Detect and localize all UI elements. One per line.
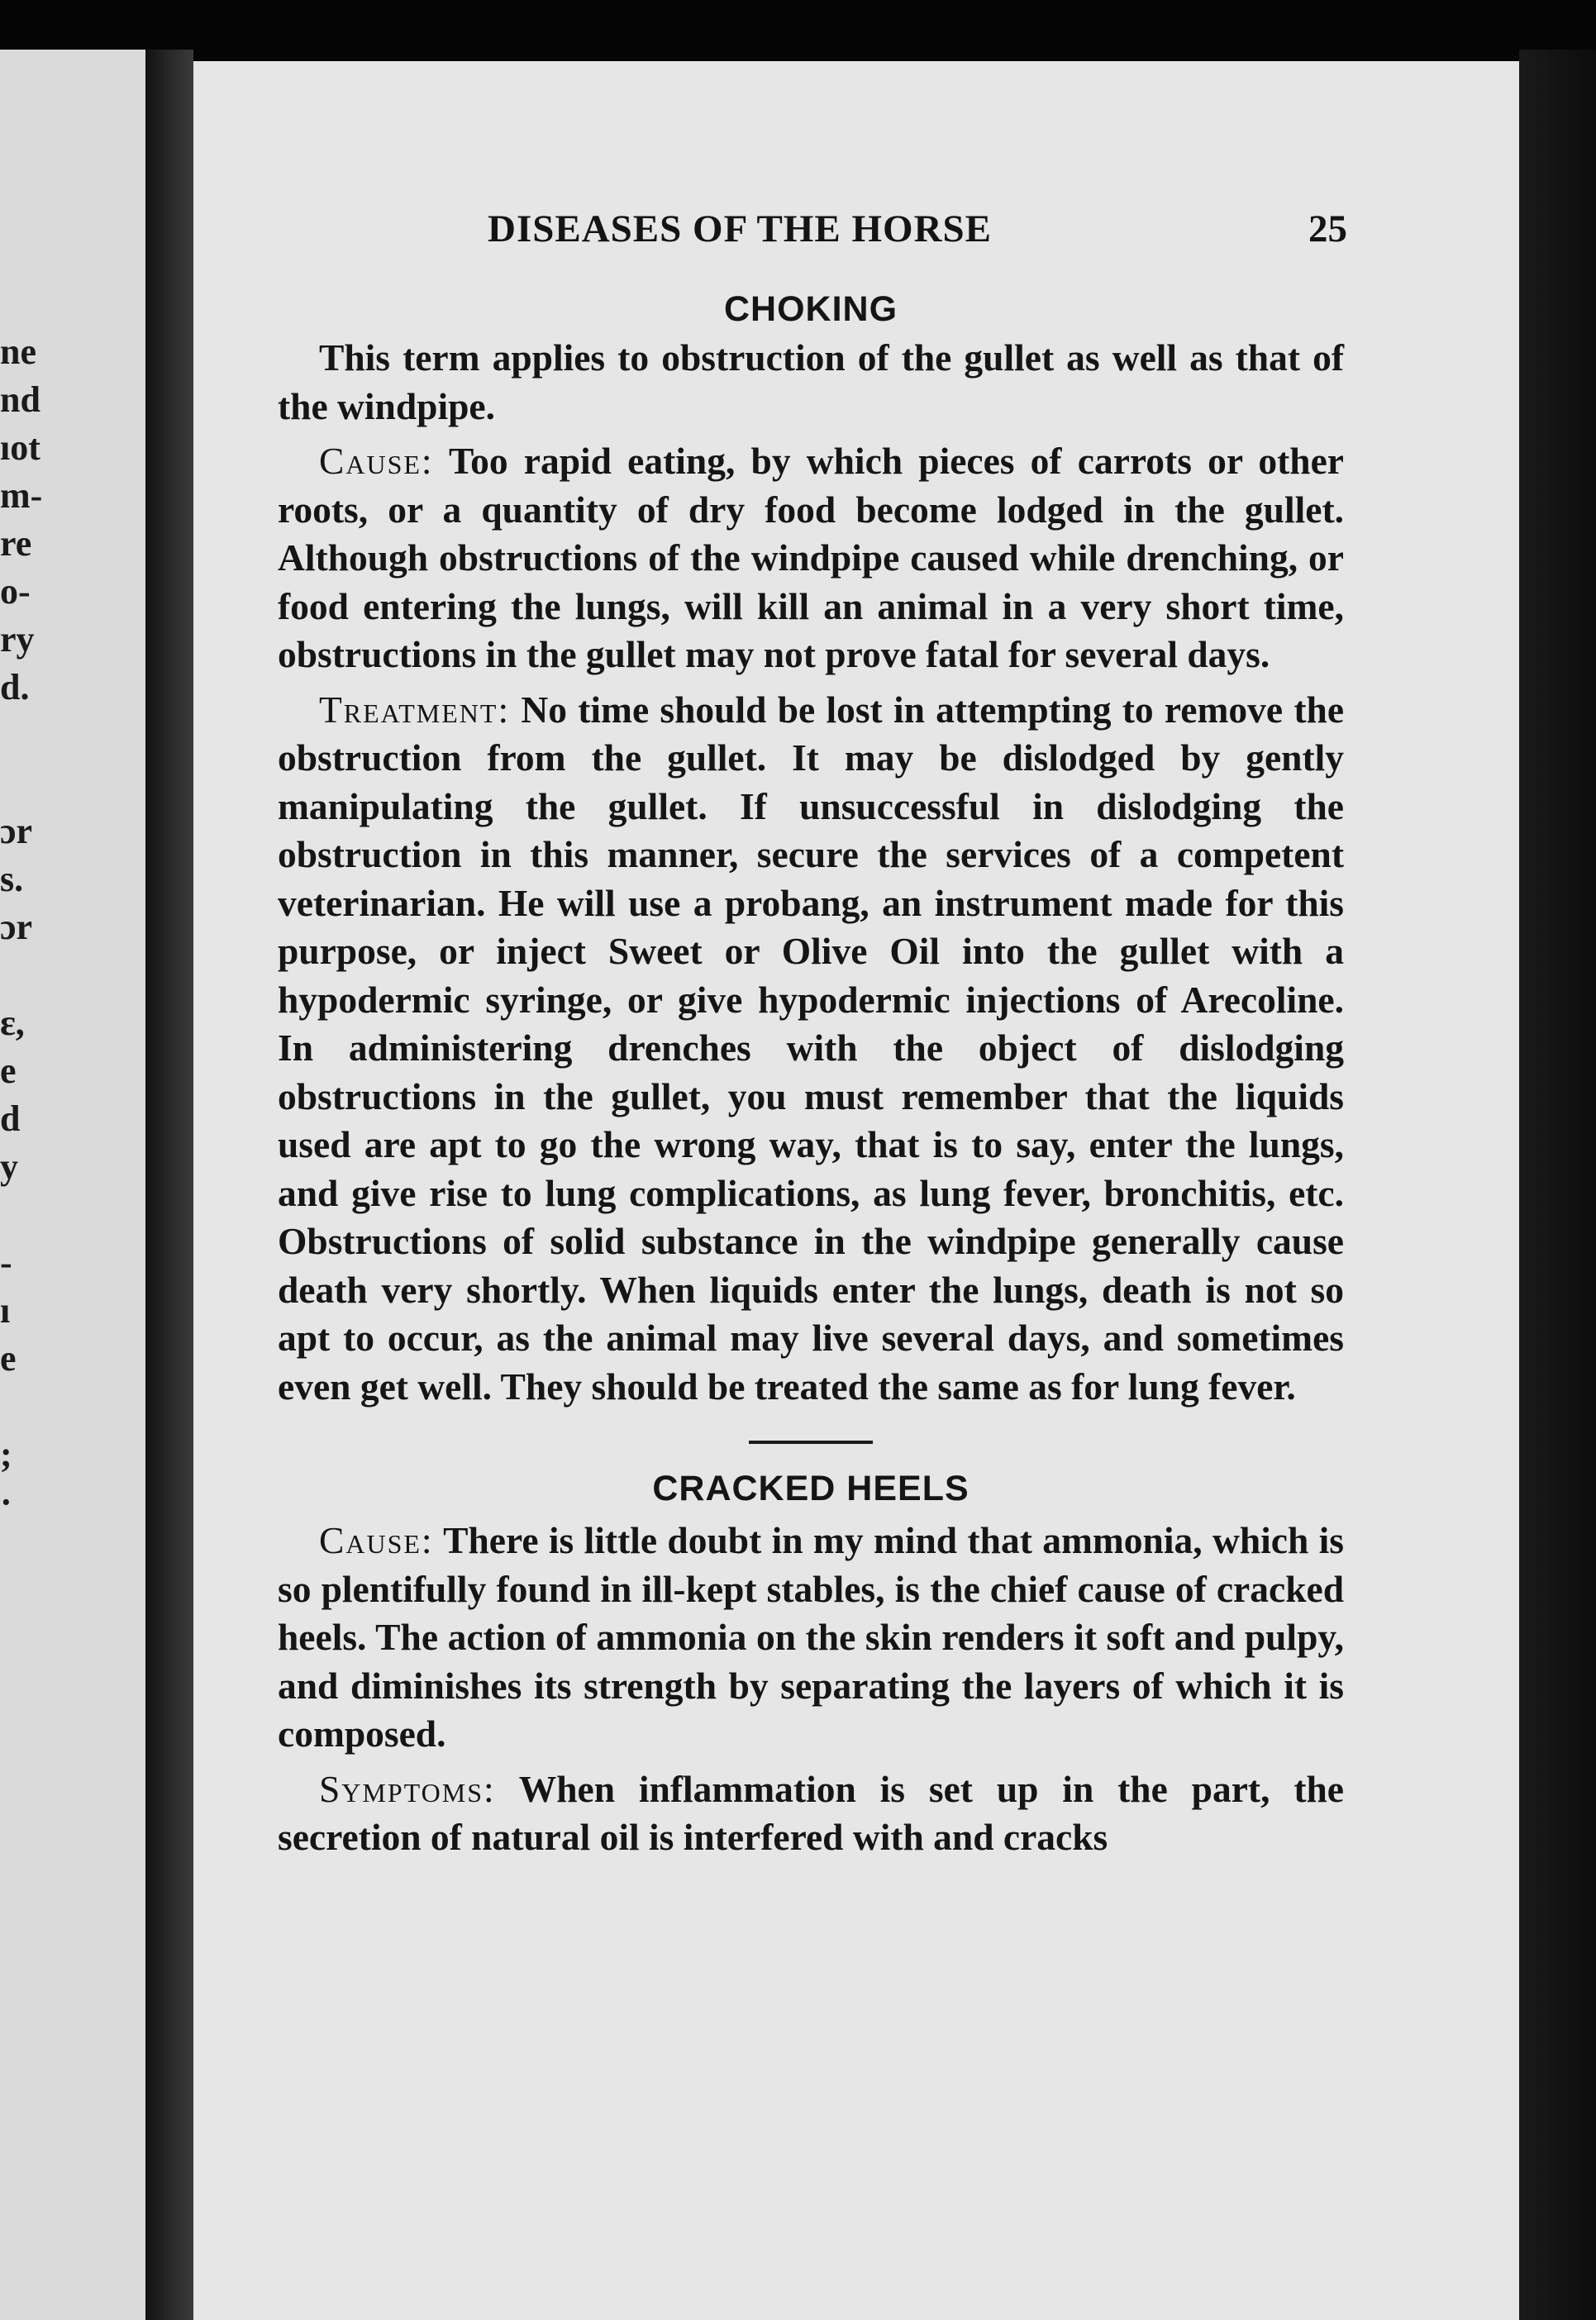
paragraph-text: When inflammation is set up in the part, the secretion of natural oil is interfered with and cracks [278,1767,1344,1858]
fragment: o- [0,571,31,612]
fragment: d [0,1098,21,1139]
paragraph-text: This term applies to obstruction of the gullet as well as that of the windpipe. [278,336,1344,427]
fragment: ɔr [0,907,33,947]
fragment: · [0,1482,12,1522]
section-choking [278,288,1344,1411]
page-number: 25 [1308,207,1347,250]
section-cracked-heels [278,1467,1344,1862]
paragraph-treatment [278,686,1344,1412]
fragment: re [0,523,32,564]
adjacent-page-edge [0,50,145,2320]
fragment: ɛ, [0,1003,25,1043]
fragment: d. [0,667,30,707]
page-header [281,207,1347,264]
paragraph-label: Treatment: [319,688,511,731]
fragment: - [0,1242,12,1283]
book-binding-gutter [145,50,193,2320]
fragment: m- [0,475,43,516]
fragment: e [0,1050,17,1091]
fragment: ry [0,619,35,660]
fragment: ne [0,331,36,372]
paragraph-label: Symptoms: [319,1767,496,1810]
page-body [278,288,1344,1862]
fragment: ɔr [0,811,33,851]
running-head: DISEASES OF THE HORSE [488,207,993,250]
paragraph-text: Too rapid eating, by which pieces of carrots or other roots, or a quantity of dry food become lodged in the gullet. Although obstructions of the windpipe caused while drenching, or food entering the lungs, will kill an animal in a very short time, obstructions in the gullet may not prove fatal for several days. [278,440,1344,675]
fragment: ıot [0,427,40,468]
scan-background-right [1519,50,1596,2320]
section-heading: CHOKING [723,289,898,329]
fragment: nd [0,379,40,420]
paragraph-text: There is little doubt in my mind that ammonia, which is so plentifully found in ill-kept stables, is the chief cause of cracked heels. The action of ammonia on the skin renders it soft and pulpy, and diminishes its strength by separating the layers of which it is composed. [278,1519,1344,1755]
section-divider [749,1441,873,1444]
fragment: ; [0,1434,12,1474]
fragment: e [0,1338,17,1379]
section-heading: CRACKED HEELS [652,1469,970,1508]
paragraph [278,334,1344,431]
fragment: ı [0,1290,11,1331]
scan-background-top [0,0,1596,61]
paragraph-label: Cause: [319,1519,434,1561]
paragraph-text: No time should be lost in attempting to remove the obstruction from the gullet. It may be dislodged by gently manipulating the gullet. If unsuccessful in dislodging the obstruction in this manner, secure the services of a competent veterinarian. He will use a probang, an instrument made for this purpose, or inject Sweet or Olive Oil into the gullet with a hypodermic syringe, or give hypodermic injections of Arecoline. In administering drenches with the object of dislodging obstructions in the gullet, you must remember that the liquids used are apt to go the wrong way, that is to say, enter the lungs, and give rise to lung complications, as lung fever, bronchitis, etc. Obstructions of solid substance in the windpipe generally cause death very shortly. When liquids enter the lungs, death is not so apt to occur, as the animal may live several days, and sometimes even get well. They should be treated the same as for lung fever. [278,688,1345,1408]
paragraph-cause [278,1517,1344,1759]
paragraph-symptoms [278,1765,1344,1862]
paragraph-cause [278,437,1344,679]
fragment: s. [0,859,24,899]
paragraph-label: Cause: [319,440,434,482]
fragment: y [0,1146,18,1187]
